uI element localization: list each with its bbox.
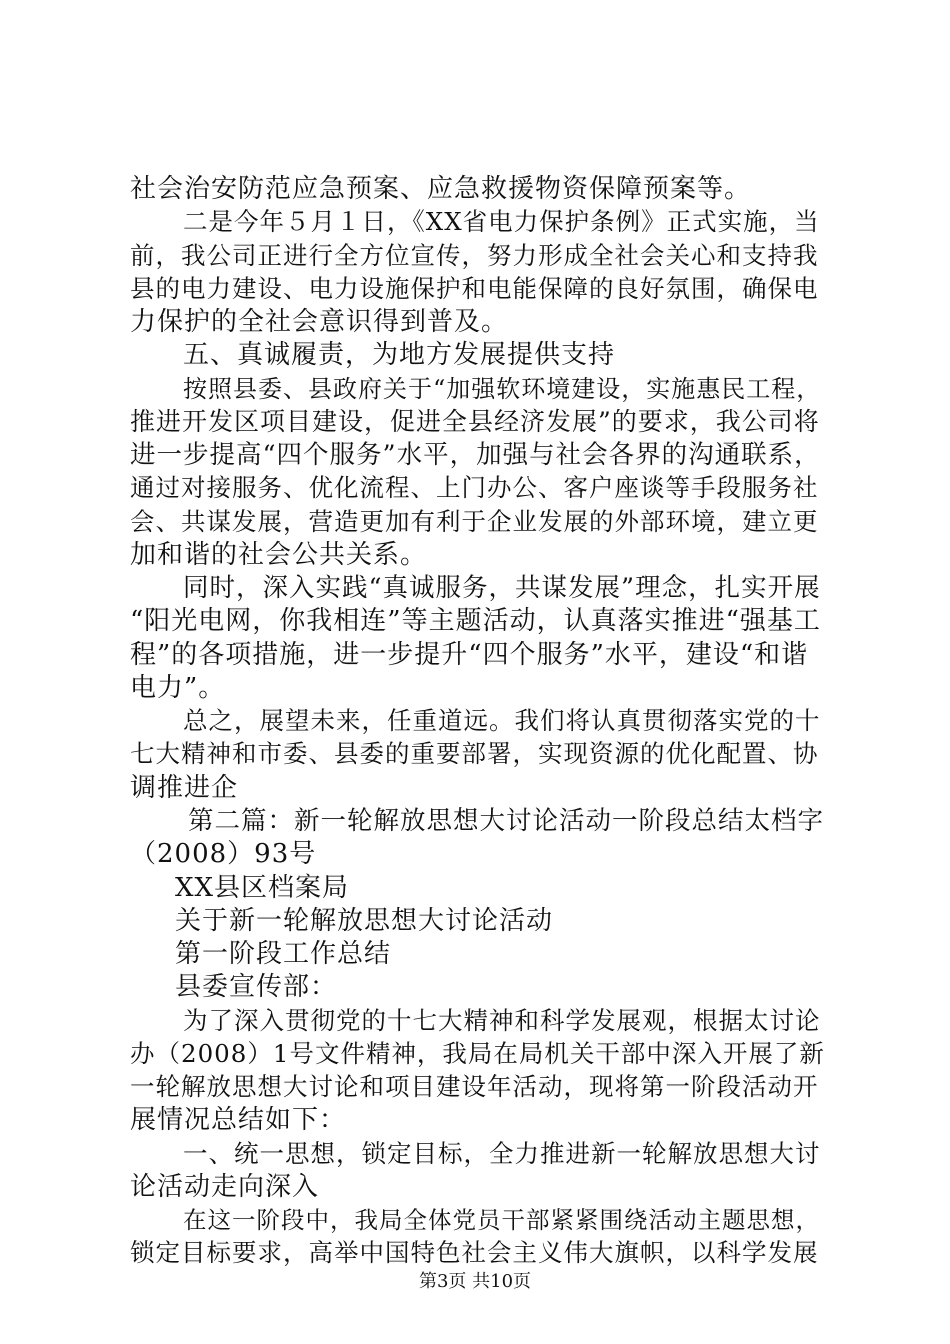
document-title: 关于新一轮解放思想大讨论活动	[175, 906, 554, 936]
text-line: 总之，展望未来，任重道远。我们将认真贯彻落实党的十	[183, 706, 821, 735]
text-line: 加和谐的社会公共关系。	[130, 540, 428, 570]
text-line: 按照县委、县政府关于“加强软环境建设，实施惠民工程，	[183, 375, 822, 403]
text-line: 电力”。	[130, 673, 226, 703]
text-line: 在这一阶段中，我局全体党员干部紧紧围绕活动主题思想，	[183, 1206, 820, 1234]
text-line: 会、共谋发展，营造更加有利于企业发展的外部环境，建立更	[130, 507, 819, 536]
text-line: 社会治安防范应急预案、应急救援物资保障预案等。	[130, 174, 752, 204]
text-line: 调推进企	[130, 773, 239, 803]
text-line: 县的电力建设、电力设施保护和电能保障的良好氛围，确保电	[130, 274, 819, 303]
text-line: 一轮解放思想大讨论和项目建设年活动，现将第一阶段活动开	[130, 1072, 819, 1101]
text-line: 七大精神和市委、县委的重要部署，实现资源的优化配置、协	[130, 739, 819, 768]
section-heading: 一、统一思想，锁定目标，全力推进新一轮解放思想大讨	[183, 1139, 821, 1168]
issuer-name: XX县区档案局	[175, 873, 350, 903]
text-line: 二是今年５月１日，《XX省电力保护条例》正式实施，当	[183, 207, 820, 236]
section-title: 第二篇：新一轮解放思想大讨论活动一阶段总结太档字	[188, 806, 825, 836]
text-line: （2008）93号	[130, 839, 317, 869]
text-line: 论活动走向深入	[130, 1172, 320, 1202]
text-line: 展情况总结如下：	[130, 1105, 347, 1135]
text-line: 程”的各项措施，进一步提升“四个服务”水平，建设“和谐	[130, 640, 809, 670]
text-line: 同时，深入实践“真诚服务，共谋发展”理念，扎实开展	[183, 573, 821, 603]
document-subtitle: 第一阶段工作总结	[175, 939, 392, 969]
text-line: 推进开发区项目建设，促进全县经济发展”的要求，我公司将	[130, 407, 820, 436]
text-line: 通过对接服务、优化流程、上门办公、客户座谈等手段服务社	[130, 473, 819, 502]
section-heading: 五、真诚履责，为地方发展提供支持	[183, 340, 616, 370]
text-line: “阳光电网，你我相连”等主题活动，认真落实推进“强基工	[130, 606, 821, 636]
text-line: 力保护的全社会意识得到普及。	[130, 307, 509, 337]
page-number: 第3页 共10页	[418, 1271, 532, 1292]
addressee: 县委宣传部：	[175, 972, 338, 1002]
text-line: 为了深入贯彻党的十七大精神和科学发展观，根据太讨论	[183, 1006, 821, 1035]
text-line: 前，我公司正进行全方位宣传，努力形成全社会关心和支持我	[130, 241, 819, 270]
text-line: 办（2008）1号文件精神，我局在局机关干部中深入开展了新	[130, 1039, 825, 1068]
text-line: 进一步提高“四个服务”水平，加强与社会各界的沟通联系，	[130, 440, 821, 470]
text-line: 锁定目标要求，高举中国特色社会主义伟大旗帜，以科学发展	[130, 1238, 819, 1267]
